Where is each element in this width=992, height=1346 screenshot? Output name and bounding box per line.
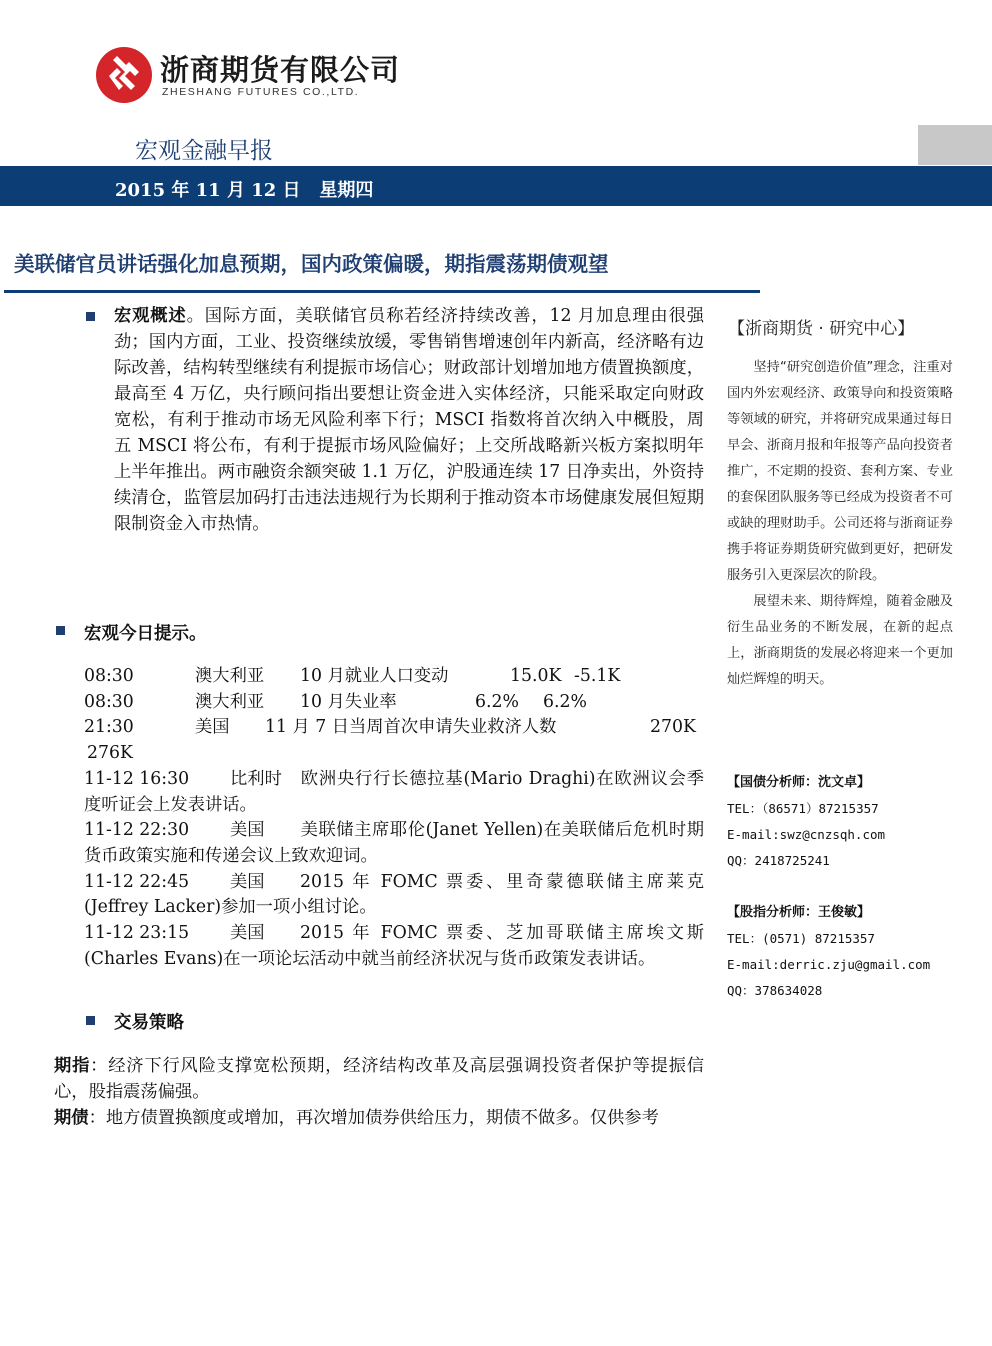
header-accent-block	[918, 125, 992, 165]
event-item	[84, 921, 704, 972]
analyst-title: 【国债分析师：沈文卓】	[727, 775, 871, 790]
sidebar-paragraph: 展望未来、期待辉煌，随着金融及衍生品业务的不断发展，在新的起点上，浙商期货的发展必将迎来一个更加灿烂辉煌的明天。	[727, 594, 953, 687]
bullet-icon	[86, 312, 95, 321]
row-forecast: 15.0K	[510, 666, 562, 686]
analyst-email: E-mail:derric.zju@gmail.com	[727, 957, 931, 972]
event-time: 11-12 23:15	[84, 923, 190, 944]
row-time: 08:30	[84, 666, 134, 686]
row-previous: -5.1K	[574, 666, 621, 686]
sidebar-paragraph: 坚持“研究创造价值”理念，注重对国内外宏观经济、政策导向和投资策略等领域的研究，并将研究成果通过每日早会、浙商月报和年报等产品向投资者推广，不定期的投资、套利方案、专业的套保团队服务等已经成为投资者不可或缺的理财助手。公司还将与浙商证券携手将证券期货研究做到更好，把研发服务引入更深层次的阶段。	[727, 360, 953, 583]
trading-strategy	[54, 1053, 704, 1131]
event-country: 比利时	[230, 768, 282, 789]
headline: 美联储官员讲话强化加息预期，国内政策偏暖，期指震荡期债观望	[14, 252, 609, 276]
strategy-label: 期债	[54, 1108, 89, 1128]
sidebar-intro	[727, 355, 953, 693]
today-schedule	[84, 664, 704, 972]
company-name-cn: 浙商期货有限公司	[160, 53, 401, 87]
strategy-title: 交易策略	[114, 1013, 184, 1033]
strategy-item	[54, 1105, 704, 1131]
bullet-icon	[56, 626, 65, 635]
headline-divider	[4, 290, 760, 293]
analyst-title: 【股指分析师：王俊敏】	[727, 905, 871, 920]
row-event: 10 月失业率	[300, 691, 397, 712]
overview-text: 。国际方面，美联储官员称若经济持续改善，12 月加息理由很强劲；国内方面，工业、投资继续放缓，零售销售增速创年内新高，经济略有边际改善，结构转型继续有利提振市场信心；财政部计划增加地方债置换额度，最高至 4 万亿，央行顾问指出要想让资金进入实体经济，只能采取定向财政宽松，有利于推动市场无风险利率下行；MSCI 指数将首次纳入中概股，周五 MSCI 将公布，有利于提振市场风险偏好；上交所战略新兴板方案拟明年上半年推出。两市融资余额突破 1.1 万亿，沪股通连续 17 日净卖出，外资持续清仓，监管层加码打击违法违规行为长期利于推动资本市场健康发展但短期限制资金入市热情。	[114, 306, 704, 534]
event-text: 美联储主席耶伦(Janet Yellen)在美联储后危机时期货币政策实施和传递会议上致欢迎词。	[84, 820, 704, 866]
event-country: 美国	[230, 820, 265, 841]
event-item	[84, 818, 704, 869]
row-event: 10 月就业人口变动	[300, 666, 449, 686]
row-time: 08:30	[84, 691, 134, 712]
analyst-card	[727, 900, 930, 1004]
macro-overview	[114, 303, 704, 537]
strategy-label: 期指	[54, 1056, 91, 1076]
row-forecast: 270K	[650, 717, 696, 738]
analyst-card	[727, 770, 885, 874]
today-title: 宏观今日提示。	[84, 624, 207, 644]
row-country: 澳大利亚	[195, 691, 265, 712]
row-forecast: 6.2%	[475, 691, 519, 712]
event-item	[84, 870, 704, 921]
bullet-icon	[86, 1016, 95, 1025]
analyst-qq: QQ：378634028	[727, 983, 823, 998]
overview-label: 宏观概述	[114, 306, 187, 326]
analyst-tel: TEL：（86571）87215357	[727, 801, 879, 816]
analyst-tel: TEL：(0571) 87215357	[727, 931, 875, 946]
schedule-row	[84, 690, 704, 716]
event-time: 11-12 22:45	[84, 871, 190, 892]
event-country: 美国	[230, 923, 265, 944]
date: 2015 年 11 月 12 日	[115, 180, 301, 201]
weekday: 星期四	[319, 180, 374, 201]
row-time: 21:30	[84, 717, 134, 738]
report-date	[115, 176, 373, 202]
company-name-en: ZHESHANG FUTURES CO.,LTD.	[162, 86, 360, 98]
event-text: 欧洲央行行长德拉基(Mario Draghi)在欧洲议会季度听证会上发表讲话。	[84, 768, 704, 815]
schedule-row	[84, 715, 704, 741]
strategy-item	[54, 1053, 704, 1105]
row-previous: 6.2%	[543, 691, 587, 712]
row-previous: 276K	[87, 743, 133, 764]
event-country: 美国	[230, 871, 265, 892]
event-time: 11-12 16:30	[84, 768, 190, 789]
event-item	[84, 767, 704, 818]
row-country: 美国	[195, 717, 230, 738]
report-name: 宏观金融早报	[135, 138, 273, 164]
company-logo	[95, 46, 153, 104]
strategy-text: ：地方债置换额度或增加，再次增加债券供给压力，期债不做多。仅供参考	[88, 1108, 659, 1128]
row-country: 澳大利亚	[195, 666, 265, 686]
strategy-text: ：经济下行风险支撑宽松预期，经济结构改革及高层强调投资者保护等提振信心，股指震荡偏强。	[54, 1056, 704, 1102]
event-text: 2015 年 FOMC 票委、芝加哥联储主席埃文斯(Charles Evans)在一项论坛活动中就当前经济状况与货币政策发表讲话。	[84, 923, 704, 969]
row-event: 11 月 7 日当周首次申请失业救济人数	[265, 717, 557, 738]
sidebar-title: 【浙商期货 · 研究中心】	[728, 319, 915, 339]
analyst-qq: QQ：2418725241	[727, 853, 830, 868]
analyst-email: E-mail:swz@cnzsqh.com	[727, 827, 886, 842]
event-text: 2015 年 FOMC 票委、里奇蒙德联储主席莱克(Jeffrey Lacker)参加一项小组讨论。	[84, 871, 704, 918]
schedule-row	[84, 664, 704, 690]
event-time: 11-12 22:30	[84, 820, 190, 841]
